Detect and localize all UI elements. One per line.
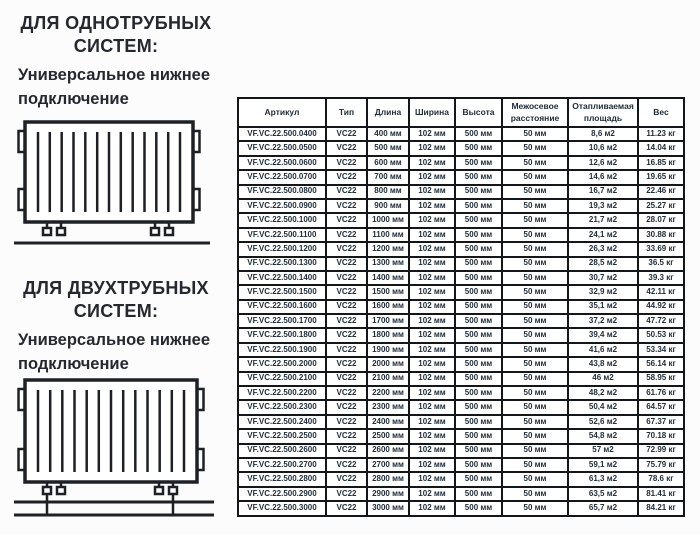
table-row — [238, 415, 684, 429]
cell-dlina: 2900 мм — [367, 487, 409, 501]
cell-ves: 58.95 кг — [638, 372, 684, 386]
cell-dlina: 2200 мм — [367, 386, 409, 400]
cell-shirina: 102 мм — [409, 257, 455, 271]
cell-vysota: 500 мм — [455, 400, 502, 414]
cell-mezhosevoe: 50 мм — [502, 415, 568, 429]
cell-shirina: 102 мм — [409, 429, 455, 443]
cell-ves: 14.04 кг — [638, 141, 684, 155]
cell-tip: VC22 — [326, 285, 367, 299]
cell-artikul: VF.VC.22.500.3000 — [238, 501, 326, 515]
cell-vysota: 500 мм — [455, 156, 502, 170]
cell-ves: 67.37 кг — [638, 415, 684, 429]
table-row — [238, 141, 684, 155]
cell-dlina: 1800 мм — [367, 328, 409, 342]
cell-mezhosevoe: 50 мм — [502, 357, 568, 371]
cell-dlina: 2300 мм — [367, 400, 409, 414]
cell-vysota: 500 мм — [455, 458, 502, 472]
cell-ploshchad: 65,7 м2 — [568, 501, 638, 515]
table-header-row — [238, 98, 684, 127]
cell-tip: VC22 — [326, 343, 367, 357]
cell-dlina: 1000 мм — [367, 213, 409, 227]
cell-tip: VC22 — [326, 156, 367, 170]
cell-vysota: 500 мм — [455, 415, 502, 429]
cell-ploshchad: 30,7 м2 — [568, 271, 638, 285]
cell-shirina: 102 мм — [409, 501, 455, 515]
table-row — [238, 314, 684, 328]
cell-ves: 70.18 кг — [638, 429, 684, 443]
cell-mezhosevoe: 50 мм — [502, 199, 568, 213]
cell-artikul: VF.VC.22.500.0400 — [238, 127, 326, 141]
cell-dlina: 800 мм — [367, 185, 409, 199]
single-pipe-heading: ДЛЯ ОДНОТРУБНЫХ СИСТЕМ: — [20, 13, 212, 57]
cell-ves: 33.69 кг — [638, 242, 684, 256]
cell-shirina: 102 мм — [409, 271, 455, 285]
cell-mezhosevoe: 50 мм — [502, 501, 568, 515]
cell-ves: 42.11 кг — [638, 285, 684, 299]
cell-mezhosevoe: 50 мм — [502, 141, 568, 155]
cell-dlina: 500 мм — [367, 141, 409, 155]
table-row — [238, 400, 684, 414]
cell-dlina: 1600 мм — [367, 300, 409, 314]
cell-artikul: VF.VC.22.500.2700 — [238, 458, 326, 472]
cell-mezhosevoe: 50 мм — [502, 444, 568, 458]
cell-tip: VC22 — [326, 472, 367, 486]
cell-ploshchad: 43,8 м2 — [568, 357, 638, 371]
cell-mezhosevoe: 50 мм — [502, 472, 568, 486]
cell-ploshchad: 21,7 м2 — [568, 213, 638, 227]
cell-vysota: 500 мм — [455, 472, 502, 486]
cell-tip: VC22 — [326, 400, 367, 414]
header-tip: Тип — [326, 98, 367, 127]
cell-vysota: 500 мм — [455, 199, 502, 213]
cell-vysota: 500 мм — [455, 228, 502, 242]
cell-vysota: 500 мм — [455, 141, 502, 155]
cell-vysota: 500 мм — [455, 386, 502, 400]
radiator-two-pipe-diagram-icon — [12, 376, 216, 522]
cell-ves: 47.72 кг — [638, 314, 684, 328]
cell-tip: VC22 — [326, 444, 367, 458]
two-pipe-subheading: Универсальное нижнее подключение — [18, 331, 211, 373]
cell-dlina: 2800 мм — [367, 472, 409, 486]
cell-mezhosevoe: 50 мм — [502, 314, 568, 328]
cell-dlina: 3000 мм — [367, 501, 409, 515]
cell-tip: VC22 — [326, 242, 367, 256]
cell-vysota: 500 мм — [455, 257, 502, 271]
single-pipe-subheading: Универсальное нижнее подключение — [18, 66, 211, 108]
cell-dlina: 1400 мм — [367, 271, 409, 285]
table-row — [238, 458, 684, 472]
cell-shirina: 102 мм — [409, 127, 455, 141]
cell-vysota: 500 мм — [455, 242, 502, 256]
cell-shirina: 102 мм — [409, 242, 455, 256]
cell-ploshchad: 57 м2 — [568, 444, 638, 458]
cell-ploshchad: 8,6 м2 — [568, 127, 638, 141]
cell-shirina: 102 мм — [409, 343, 455, 357]
cell-artikul: VF.VC.22.500.1600 — [238, 300, 326, 314]
cell-mezhosevoe: 50 мм — [502, 300, 568, 314]
cell-artikul: VF.VC.22.500.2600 — [238, 444, 326, 458]
header-vysota: Высота — [455, 98, 502, 127]
table-row — [238, 170, 684, 184]
cell-ves: 11.23 кг — [638, 127, 684, 141]
cell-vysota: 500 мм — [455, 127, 502, 141]
table-row — [238, 487, 684, 501]
cell-vysota: 500 мм — [455, 185, 502, 199]
cell-mezhosevoe: 50 мм — [502, 127, 568, 141]
table-row — [238, 228, 684, 242]
cell-artikul: VF.VC.22.500.1100 — [238, 228, 326, 242]
table-row — [238, 343, 684, 357]
cell-ploshchad: 46 м2 — [568, 372, 638, 386]
table-body — [238, 127, 684, 516]
cell-mezhosevoe: 50 мм — [502, 257, 568, 271]
cell-mezhosevoe: 50 мм — [502, 372, 568, 386]
table-row — [238, 242, 684, 256]
cell-tip: VC22 — [326, 213, 367, 227]
cell-shirina: 102 мм — [409, 472, 455, 486]
table-row — [238, 357, 684, 371]
cell-shirina: 102 мм — [409, 228, 455, 242]
cell-dlina: 700 мм — [367, 170, 409, 184]
table-row — [238, 127, 684, 141]
cell-ves: 16.85 кг — [638, 156, 684, 170]
cell-vysota: 500 мм — [455, 429, 502, 443]
cell-dlina: 1700 мм — [367, 314, 409, 328]
two-pipe-heading: ДЛЯ ДВУХТРУБНЫХ СИСТЕМ: — [23, 278, 209, 322]
cell-ves: 25.27 кг — [638, 199, 684, 213]
cell-tip: VC22 — [326, 357, 367, 371]
cell-ploshchad: 63,5 м2 — [568, 487, 638, 501]
cell-tip: VC22 — [326, 386, 367, 400]
cell-artikul: VF.VC.22.500.1800 — [238, 328, 326, 342]
table-row — [238, 257, 684, 271]
table-row — [238, 271, 684, 285]
cell-dlina: 1900 мм — [367, 343, 409, 357]
cell-ves: 78.6 кг — [638, 472, 684, 486]
cell-ves: 53.34 кг — [638, 343, 684, 357]
cell-vysota: 500 мм — [455, 213, 502, 227]
cell-vysota: 500 мм — [455, 487, 502, 501]
cell-dlina: 2100 мм — [367, 372, 409, 386]
cell-tip: VC22 — [326, 415, 367, 429]
cell-ves: 61.76 кг — [638, 386, 684, 400]
cell-vysota: 500 мм — [455, 285, 502, 299]
cell-dlina: 2700 мм — [367, 458, 409, 472]
cell-mezhosevoe: 50 мм — [502, 156, 568, 170]
cell-ploshchad: 32,9 м2 — [568, 285, 638, 299]
table-row — [238, 285, 684, 299]
cell-tip: VC22 — [326, 300, 367, 314]
cell-shirina: 102 мм — [409, 314, 455, 328]
table-row — [238, 372, 684, 386]
cell-artikul: VF.VC.22.500.2800 — [238, 472, 326, 486]
cell-artikul: VF.VC.22.500.1200 — [238, 242, 326, 256]
table-row — [238, 501, 684, 515]
cell-artikul: VF.VC.22.500.1700 — [238, 314, 326, 328]
cell-dlina: 2500 мм — [367, 429, 409, 443]
cell-shirina: 102 мм — [409, 213, 455, 227]
table-row — [238, 213, 684, 227]
cell-shirina: 102 мм — [409, 285, 455, 299]
cell-shirina: 102 мм — [409, 199, 455, 213]
cell-artikul: VF.VC.22.500.0900 — [238, 199, 326, 213]
cell-artikul: VF.VC.22.500.2100 — [238, 372, 326, 386]
cell-ves: 39.3 кг — [638, 271, 684, 285]
cell-shirina: 102 мм — [409, 415, 455, 429]
cell-artikul: VF.VC.22.500.2300 — [238, 400, 326, 414]
cell-artikul: VF.VC.22.500.0800 — [238, 185, 326, 199]
cell-tip: VC22 — [326, 271, 367, 285]
cell-artikul: VF.VC.22.500.1500 — [238, 285, 326, 299]
cell-mezhosevoe: 50 мм — [502, 343, 568, 357]
cell-ploshchad: 59,1 м2 — [568, 458, 638, 472]
table-row — [238, 156, 684, 170]
cell-vysota: 500 мм — [455, 170, 502, 184]
cell-dlina: 900 мм — [367, 199, 409, 213]
header-dlina: Длина — [367, 98, 409, 127]
cell-mezhosevoe: 50 мм — [502, 386, 568, 400]
cell-mezhosevoe: 50 мм — [502, 213, 568, 227]
cell-vysota: 500 мм — [455, 444, 502, 458]
cell-artikul: VF.VC.22.500.2400 — [238, 415, 326, 429]
cell-tip: VC22 — [326, 257, 367, 271]
cell-ves: 64.57 кг — [638, 400, 684, 414]
cell-mezhosevoe: 50 мм — [502, 285, 568, 299]
cell-tip: VC22 — [326, 372, 367, 386]
cell-vysota: 500 мм — [455, 314, 502, 328]
cell-vysota: 500 мм — [455, 372, 502, 386]
cell-ploshchad: 52,6 м2 — [568, 415, 638, 429]
cell-ves: 84.21 кг — [638, 501, 684, 515]
cell-shirina: 102 мм — [409, 170, 455, 184]
cell-ves: 22.46 кг — [638, 185, 684, 199]
cell-artikul: VF.VC.22.500.2200 — [238, 386, 326, 400]
cell-mezhosevoe: 50 мм — [502, 228, 568, 242]
cell-dlina: 400 мм — [367, 127, 409, 141]
cell-artikul: VF.VC.22.500.1300 — [238, 257, 326, 271]
header-shirina: Ширина — [409, 98, 455, 127]
cell-shirina: 102 мм — [409, 372, 455, 386]
cell-ves: 81.41 кг — [638, 487, 684, 501]
cell-artikul: VF.VC.22.500.1900 — [238, 343, 326, 357]
cell-dlina: 1200 мм — [367, 242, 409, 256]
cell-vysota: 500 мм — [455, 300, 502, 314]
cell-tip: VC22 — [326, 228, 367, 242]
cell-mezhosevoe: 50 мм — [502, 170, 568, 184]
cell-shirina: 102 мм — [409, 386, 455, 400]
cell-artikul: VF.VC.22.500.1400 — [238, 271, 326, 285]
cell-dlina: 1500 мм — [367, 285, 409, 299]
cell-shirina: 102 мм — [409, 300, 455, 314]
cell-tip: VC22 — [326, 501, 367, 515]
cell-vysota: 500 мм — [455, 501, 502, 515]
header-mezhosevoe: Межосевое расстояние — [502, 98, 568, 127]
cell-ploshchad: 12,6 м2 — [568, 156, 638, 170]
cell-ploshchad: 24,1 м2 — [568, 228, 638, 242]
cell-ploshchad: 37,2 м2 — [568, 314, 638, 328]
cell-artikul: VF.VC.22.500.2000 — [238, 357, 326, 371]
cell-ves: 36.5 кг — [638, 257, 684, 271]
left-info-panel — [0, 0, 232, 535]
cell-ploshchad: 10,6 м2 — [568, 141, 638, 155]
cell-vysota: 500 мм — [455, 343, 502, 357]
cell-tip: VC22 — [326, 199, 367, 213]
cell-ploshchad: 28,5 м2 — [568, 257, 638, 271]
cell-shirina: 102 мм — [409, 487, 455, 501]
cell-ves: 75.79 кг — [638, 458, 684, 472]
table-row — [238, 328, 684, 342]
cell-mezhosevoe: 50 мм — [502, 458, 568, 472]
cell-dlina: 600 мм — [367, 156, 409, 170]
cell-dlina: 2400 мм — [367, 415, 409, 429]
cell-ploshchad: 50,4 м2 — [568, 400, 638, 414]
cell-ves: 28.07 кг — [638, 213, 684, 227]
cell-shirina: 102 мм — [409, 357, 455, 371]
cell-ploshchad: 61,3 м2 — [568, 472, 638, 486]
cell-tip: VC22 — [326, 141, 367, 155]
cell-artikul: VF.VC.22.500.1000 — [238, 213, 326, 227]
cell-vysota: 500 мм — [455, 328, 502, 342]
cell-ves: 19.65 кг — [638, 170, 684, 184]
cell-shirina: 102 мм — [409, 444, 455, 458]
table-row — [238, 429, 684, 443]
cell-ploshchad: 16,7 м2 — [568, 185, 638, 199]
cell-mezhosevoe: 50 мм — [502, 328, 568, 342]
table-row — [238, 386, 684, 400]
cell-ploshchad: 19,3 м2 — [568, 199, 638, 213]
cell-ves: 30.88 кг — [638, 228, 684, 242]
cell-mezhosevoe: 50 мм — [502, 400, 568, 414]
cell-artikul: VF.VC.22.500.0600 — [238, 156, 326, 170]
header-ves: Вес — [638, 98, 684, 127]
cell-artikul: VF.VC.22.500.2500 — [238, 429, 326, 443]
cell-tip: VC22 — [326, 127, 367, 141]
cell-ves: 44.92 кг — [638, 300, 684, 314]
radiator-single-pipe-diagram-icon — [14, 118, 212, 250]
cell-tip: VC22 — [326, 487, 367, 501]
cell-artikul: VF.VC.22.500.0500 — [238, 141, 326, 155]
table-row — [238, 472, 684, 486]
cell-dlina: 2000 мм — [367, 357, 409, 371]
cell-artikul: VF.VC.22.500.2900 — [238, 487, 326, 501]
cell-ploshchad: 14,6 м2 — [568, 170, 638, 184]
cell-shirina: 102 мм — [409, 400, 455, 414]
cell-tip: VC22 — [326, 458, 367, 472]
cell-ploshchad: 39,4 м2 — [568, 328, 638, 342]
cell-mezhosevoe: 50 мм — [502, 271, 568, 285]
radiator-spec-table — [237, 97, 685, 517]
cell-shirina: 102 мм — [409, 156, 455, 170]
cell-ploshchad: 48,2 м2 — [568, 386, 638, 400]
cell-tip: VC22 — [326, 170, 367, 184]
cell-dlina: 2600 мм — [367, 444, 409, 458]
cell-ves: 72.99 кг — [638, 444, 684, 458]
cell-shirina: 102 мм — [409, 328, 455, 342]
cell-mezhosevoe: 50 мм — [502, 487, 568, 501]
header-artikul: Артикул — [238, 98, 326, 127]
cell-tip: VC22 — [326, 328, 367, 342]
cell-artikul: VF.VC.22.500.0700 — [238, 170, 326, 184]
cell-dlina: 1300 мм — [367, 257, 409, 271]
header-ploshchad: Отапливаемая площадь — [568, 98, 638, 127]
cell-tip: VC22 — [326, 314, 367, 328]
cell-ves: 50.53 кг — [638, 328, 684, 342]
table-row — [238, 444, 684, 458]
cell-tip: VC22 — [326, 185, 367, 199]
cell-shirina: 102 мм — [409, 141, 455, 155]
cell-shirina: 102 мм — [409, 185, 455, 199]
cell-mezhosevoe: 50 мм — [502, 242, 568, 256]
cell-ploshchad: 26,3 м2 — [568, 242, 638, 256]
table-row — [238, 185, 684, 199]
cell-ploshchad: 35,1 м2 — [568, 300, 638, 314]
cell-tip: VC22 — [326, 429, 367, 443]
cell-mezhosevoe: 50 мм — [502, 429, 568, 443]
table-row — [238, 199, 684, 213]
cell-vysota: 500 мм — [455, 271, 502, 285]
cell-ves: 56.14 кг — [638, 357, 684, 371]
table-row — [238, 300, 684, 314]
cell-mezhosevoe: 50 мм — [502, 185, 568, 199]
cell-ploshchad: 41,6 м2 — [568, 343, 638, 357]
cell-dlina: 1100 мм — [367, 228, 409, 242]
cell-ploshchad: 54,8 м2 — [568, 429, 638, 443]
cell-shirina: 102 мм — [409, 458, 455, 472]
cell-vysota: 500 мм — [455, 357, 502, 371]
